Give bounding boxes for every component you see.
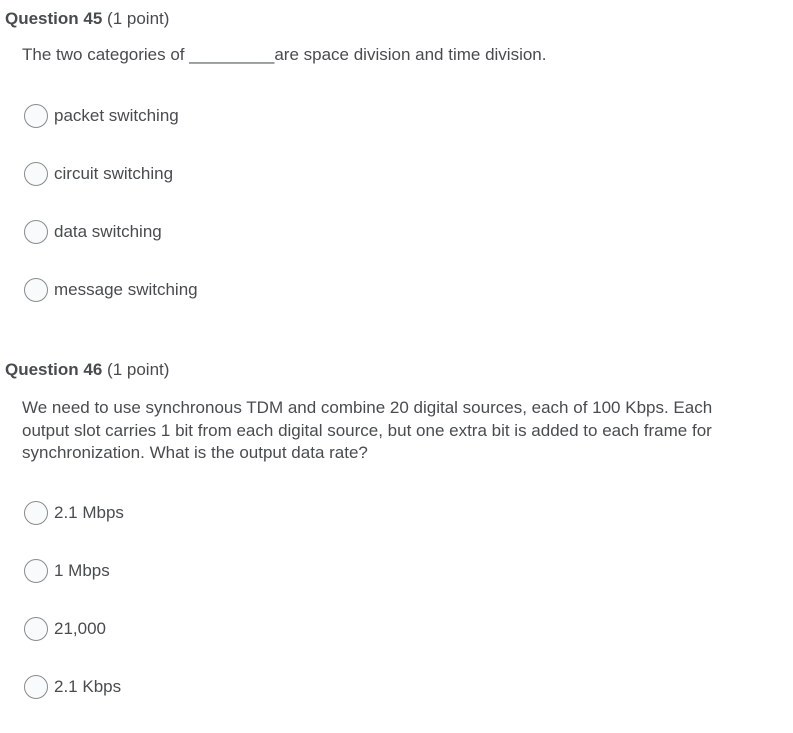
answer-option-1-mbps[interactable] <box>24 558 110 584</box>
question-text: The two categories of _________are space division and time division. <box>22 45 547 64</box>
answer-option-2-1-kbps[interactable] <box>24 674 121 700</box>
answer-option-circuit-switching[interactable] <box>24 161 173 187</box>
question-title: Question 45 <box>5 9 103 28</box>
radio-button[interactable] <box>24 501 48 525</box>
answer-option-data-switching[interactable] <box>24 219 162 245</box>
question-title: Question 46 <box>5 360 103 379</box>
question-header <box>5 8 169 30</box>
radio-button[interactable] <box>24 617 48 641</box>
answer-option-21000[interactable] <box>24 616 106 642</box>
option-label: 2.1 Kbps <box>54 677 122 696</box>
option-label: circuit switching <box>54 164 174 183</box>
option-label: packet switching <box>54 106 179 125</box>
question-points: (1 point) <box>107 9 170 28</box>
radio-button[interactable] <box>24 220 48 244</box>
answer-option-packet-switching[interactable] <box>24 103 179 129</box>
question-points: (1 point) <box>107 360 170 379</box>
radio-button[interactable] <box>24 559 48 583</box>
radio-button[interactable] <box>24 104 48 128</box>
option-label: 2.1 Mbps <box>54 503 124 522</box>
question-header <box>5 359 169 381</box>
radio-button[interactable] <box>24 675 48 699</box>
radio-button[interactable] <box>24 162 48 186</box>
radio-button[interactable] <box>24 278 48 302</box>
answer-option-message-switching[interactable] <box>24 277 198 303</box>
option-label: message switching <box>54 280 198 299</box>
answer-option-2-1-mbps[interactable] <box>24 500 124 526</box>
question-text: We need to use synchronous TDM and combine 20 digital sources, each of 100 Kbps. Each output slot carries 1 bit from each digital source, but one extra bit is added to each frame for synchronization. What is the output data rate? <box>22 398 713 462</box>
option-label: 21,000 <box>54 619 106 638</box>
option-label: data switching <box>54 222 162 241</box>
option-label: 1 Mbps <box>54 561 110 580</box>
